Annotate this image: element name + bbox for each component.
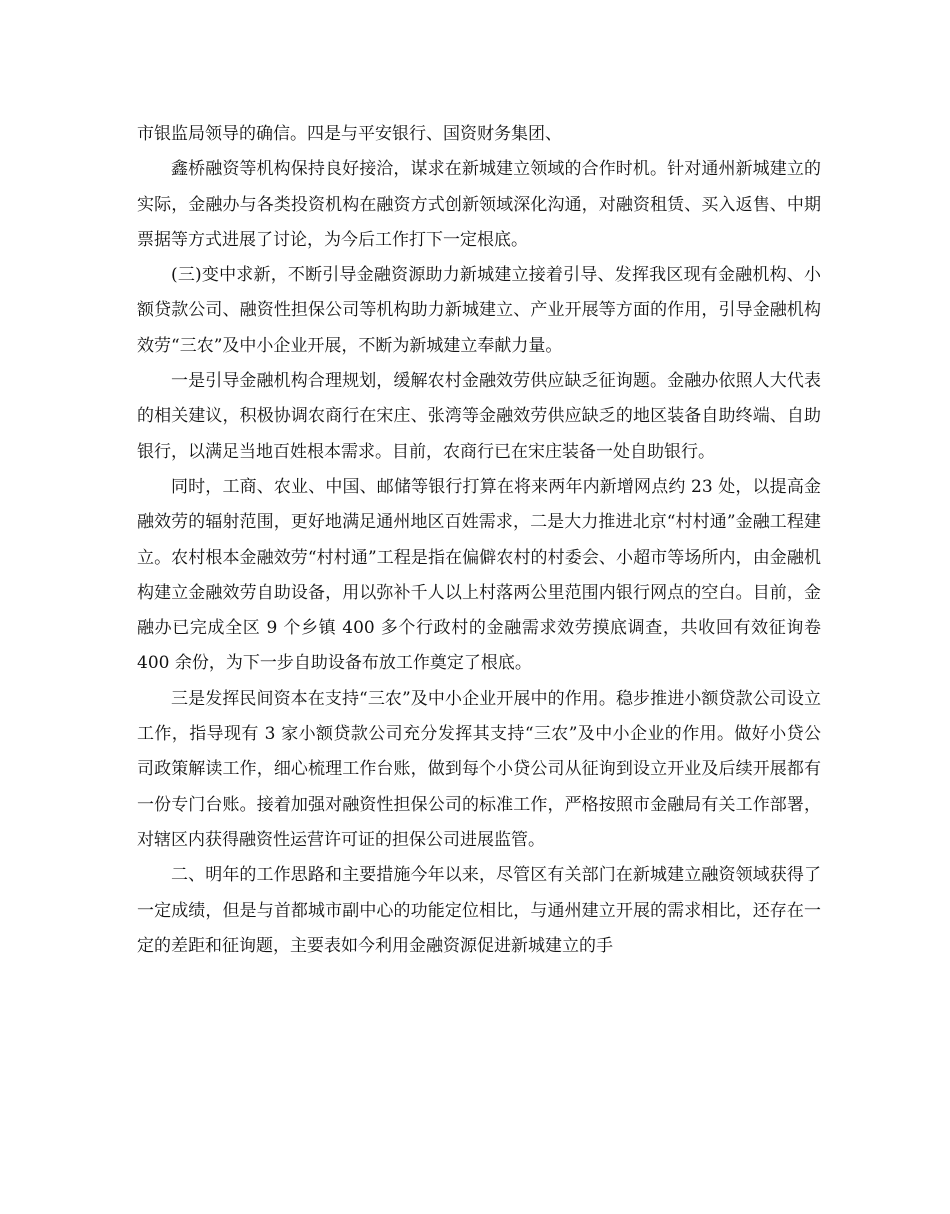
paragraph-village-service: 同时，工商、农业、中国、邮储等银行打算在将来两年内新增网点约 23 处，以提高金融效劳的辐射范围，更好地满足通州地区百姓需求，二是大力推进北京“村村通”金融工程建立。农村根本金融效劳“村村通”工程是指在偏僻农村的村委会、小超市等场所内，由金融机构建立金融效劳自助设备，用以弥补千人以上村落两公里范围内银行网点的空白。目前，金融办已完成全区 9 个乡镇 400 多个行政村的金融需求效劳摸底调查，共收回有效征询卷 400 余份，为下一步自助设备布放工作奠定了根底。: [137, 476, 821, 674]
document-page: [137, 117, 821, 964]
paragraph-section-three: (三)变中求新，不断引导金融资源助力新城建立接着引导、发挥我区现有金融机构、小额贷款公司、融资性担保公司等机构助力新城建立、产业开展等方面的作用，引导金融机构效劳“三农”及中小企业开展，不断为新城建立奉献力量。: [137, 265, 821, 356]
paragraph-cooperation: 鑫桥融资等机构保持良好接洽，谋求在新城建立领域的合作时机。针对通州新城建立的实际，金融办与各类投资机构在融资方式创新领域深化沟通，对融资租赁、买入返售、中期票据等方式进展了讨论，为今后工作打下一定根底。: [137, 159, 821, 250]
paragraph-next-year-plan: 二、明年的工作思路和主要措施今年以来，尽管区有关部门在新城建立融资领域获得了一定成绩，但是与首都城市副中心的功能定位相比，与通州建立开展的需求相比，还存在一定的差距和征询题，主要表如今利用金融资源促进新城建立的手: [137, 865, 821, 956]
paragraph-point-three: 三是发挥民间资本在支持“三农”及中小企业开展中的作用。稳步推进小额贷款公司设立工作，指导现有 3 家小额贷款公司充分发挥其支持“三农”及中小企业的作用。做好小贷公司政策解读工作，细心梳理工作台账，做到每个小贷公司从征询到设立开业及后续开展都有一份专门台账。接着加强对融资性担保公司的标准工作，严格按照市金融局有关工作部署，对辖区内获得融资性运营许可证的担保公司进展监管。: [137, 688, 821, 850]
paragraph-point-one: 一是引导金融机构合理规划，缓解农村金融效劳供应缺乏征询题。金融办依照人大代表的相关建议，积极协调农商行在宋庄、张湾等金融效劳供应缺乏的地区装备自助终端、自助银行，以满足当地百姓根本需求。目前，农商行已在宋庄装备一处自助银行。: [137, 371, 821, 462]
paragraph-continuation: 市银监局领导的确信。四是与平安银行、国资财务集团、: [137, 124, 562, 144]
